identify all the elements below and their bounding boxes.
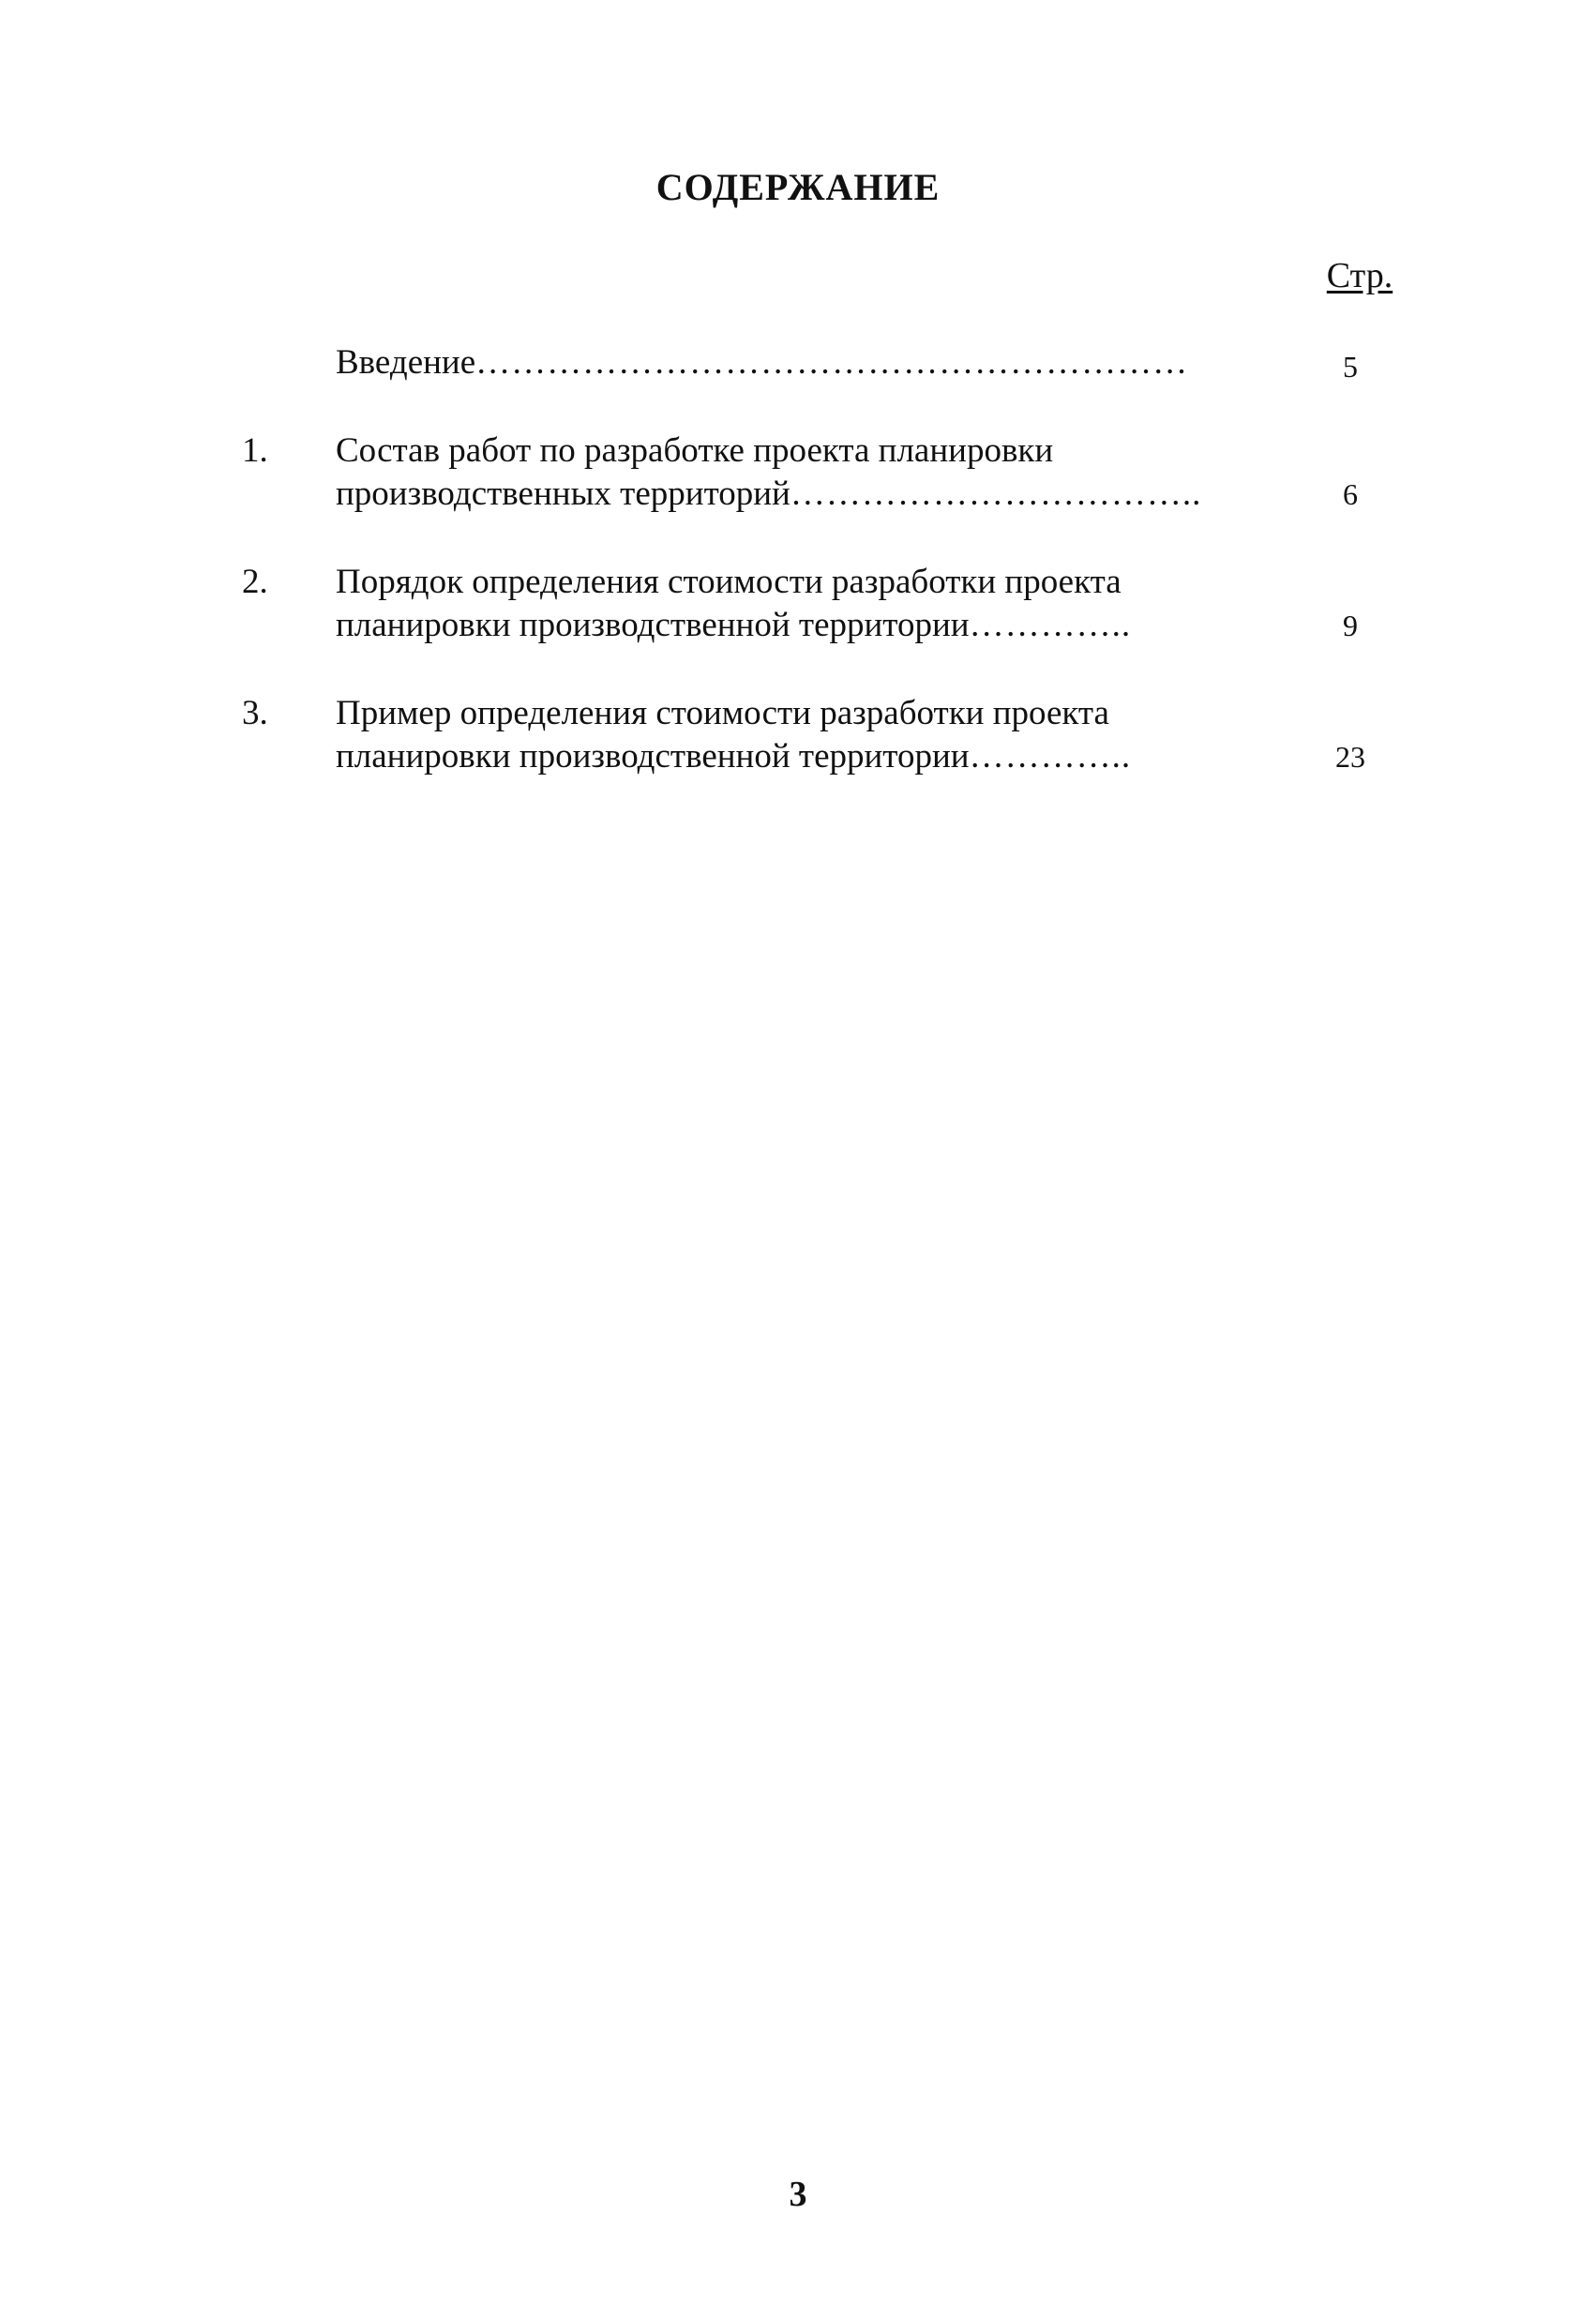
page-column-header: Стр.	[1326, 256, 1393, 295]
toc-entry-line1: Введение	[336, 343, 476, 382]
toc-entry-number: 1.	[242, 431, 268, 470]
toc-entry-leader: ……………………………..	[790, 475, 1202, 513]
toc-entry-title	[336, 561, 1208, 647]
toc-entry-line1: Порядок определения стоимости разработки проекта	[336, 563, 1122, 601]
toc-entry-page: 23	[1335, 740, 1365, 774]
toc-entry-leader: …………..	[969, 737, 1132, 776]
toc-entry-title	[336, 692, 1208, 778]
toc-entry-page: 9	[1343, 609, 1358, 642]
toc-entry-line2: планировки производственной территории	[336, 737, 970, 776]
toc-entry-page: 5	[1343, 350, 1358, 384]
toc-entry-line1: Пример определения стоимости разработки проекта	[336, 694, 1109, 732]
toc-title: СОДЕРЖАНИЕ	[655, 166, 941, 208]
toc-entry-number: 2.	[242, 563, 268, 601]
toc-entry-title	[336, 341, 1208, 384]
toc-entry-page: 6	[1343, 477, 1358, 511]
toc-entry-title	[336, 429, 1208, 516]
toc-entry-line1: Состав работ по разработке проекта планировки	[336, 431, 1054, 470]
toc-entry-line2: производственных территорий	[336, 475, 790, 513]
toc-entry-number: 3.	[242, 694, 268, 732]
toc-entry-leader: …………..	[969, 606, 1132, 644]
toc-entry-leader: ……………………………………………………	[475, 343, 1189, 382]
toc-entry-line2: планировки производственной территории	[336, 606, 970, 644]
footer-page-number: 3	[789, 2175, 807, 2214]
